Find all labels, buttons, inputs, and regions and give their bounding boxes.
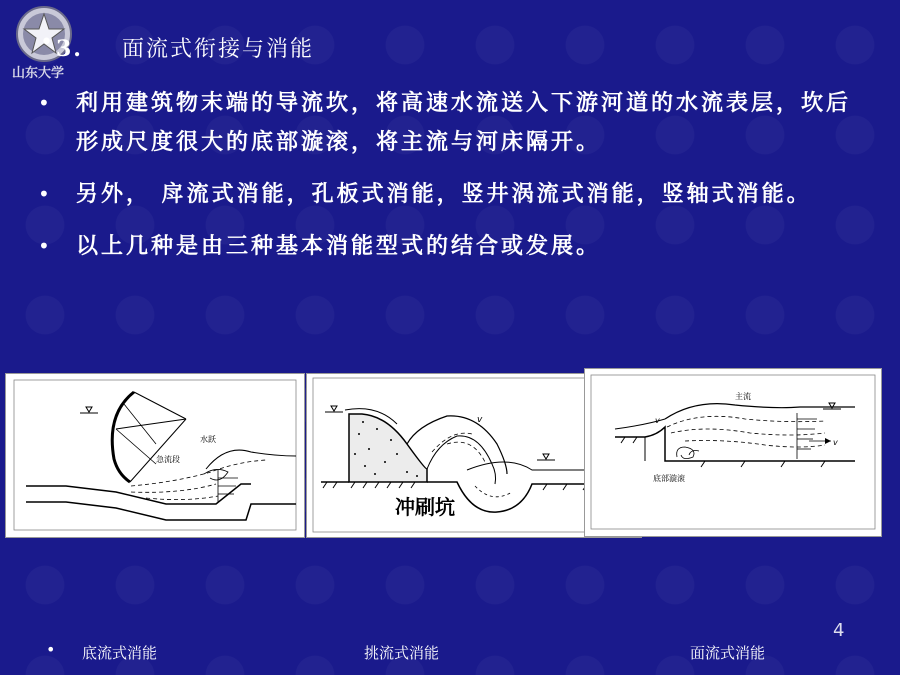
label-velocity: v: [477, 415, 483, 425]
logo-text: 山东大学: [12, 66, 65, 80]
label-velocity-down: v: [833, 438, 838, 447]
bullet-item: [38, 227, 858, 266]
label-main-flow: 主流: [735, 392, 751, 401]
footer-bullet-dot: •: [46, 640, 56, 659]
label-hydraulic-jump: 水跃: [200, 435, 216, 444]
footer-label-surface-flow: 面流式消能: [690, 644, 766, 662]
bullet-item: [38, 84, 858, 162]
bullet-text: 以上几种是由三种基本消能型式的结合或发展。: [76, 234, 602, 259]
footer-label-underflow: 底流式消能: [82, 644, 158, 662]
footer-label-ski-jump: 挑流式消能: [364, 644, 440, 662]
bullet-text: 利用建筑物末端的导流坎，将高速水流送入下游河道的水流表层，坎后形成尺度很大的底部漩滚，将主流与河床隔开。: [76, 91, 852, 155]
bullet-dot: •: [40, 30, 55, 55]
bullet-list: [38, 84, 858, 279]
bullet-dot: •: [38, 182, 53, 206]
label-bottom-roller: 底部漩滚: [653, 474, 685, 483]
bullet-dot: •: [38, 91, 53, 115]
page-number: 4: [833, 620, 845, 641]
bullet-dot: •: [38, 234, 53, 258]
figure-surface-flow-diagram: [584, 368, 882, 537]
bullet-item: [38, 175, 858, 214]
label-velocity-up: v: [655, 416, 660, 425]
label-scour-hole: 冲刷坑: [395, 495, 455, 519]
label-rapid-flow: 急流段: [156, 455, 180, 464]
heading-title: 面流式衔接与消能: [121, 37, 314, 62]
slide-heading: [40, 32, 314, 63]
heading-number: 3.: [56, 36, 83, 62]
figure-underflow-diagram: [5, 373, 305, 538]
bullet-text: 另外， 戽流式消能，孔板式消能，竖井涡流式消能，竖轴式消能。: [76, 182, 812, 207]
